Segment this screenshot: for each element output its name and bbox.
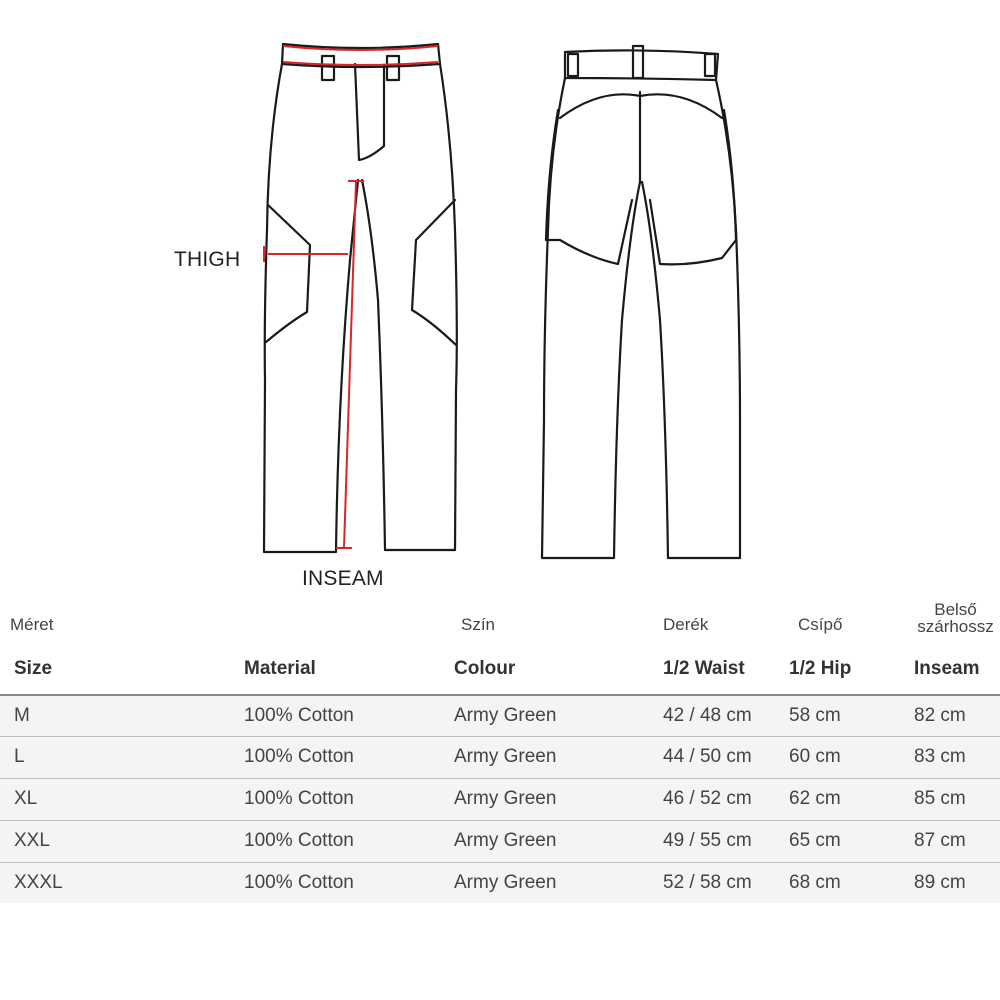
cell-hip: 62 cm (789, 788, 841, 809)
cell-colour: Army Green (454, 746, 557, 767)
table-row (0, 820, 1000, 863)
cell-inseam: 87 cm (914, 830, 966, 851)
inseam-measure-line (344, 181, 356, 548)
cell-hip: 68 cm (789, 872, 841, 893)
cell-waist: 44 / 50 cm (663, 746, 752, 767)
table-row (0, 694, 1000, 738)
cell-hip: 60 cm (789, 746, 841, 767)
size-table (0, 598, 1000, 903)
cell-waist: 49 / 55 cm (663, 830, 752, 851)
cell-material: 100% Cotton (244, 830, 354, 851)
cell-material: 100% Cotton (244, 788, 354, 809)
cell-colour: Army Green (454, 872, 557, 893)
cell-colour: Army Green (454, 705, 557, 726)
front-pants-outline (264, 44, 457, 552)
header-hu-waist: Derék (663, 615, 709, 634)
header-colour: Colour (454, 658, 516, 679)
table-row (0, 778, 1000, 821)
back-pants-outline (542, 46, 740, 558)
cell-inseam: 85 cm (914, 788, 966, 809)
cell-size: XXXL (14, 872, 63, 893)
cell-size: XXL (14, 830, 50, 851)
header-material: Material (244, 658, 316, 679)
header-waist: 1/2 Waist (663, 658, 745, 679)
cell-material: 100% Cotton (244, 872, 354, 893)
header-inseam: Inseam (914, 658, 980, 679)
cell-inseam: 89 cm (914, 872, 966, 893)
header-hu-colour: Szín (461, 615, 496, 634)
cell-inseam: 82 cm (914, 705, 966, 726)
header-hip: 1/2 Hip (789, 658, 852, 679)
header-hu-hip: Csípő (798, 615, 843, 634)
inseam-label: INSEAM (302, 567, 384, 590)
cell-hip: 65 cm (789, 830, 841, 851)
cell-colour: Army Green (454, 788, 557, 809)
cell-hip: 58 cm (789, 705, 841, 726)
cell-waist: 46 / 52 cm (663, 788, 752, 809)
cell-waist: 52 / 58 cm (663, 872, 752, 893)
cell-material: 100% Cotton (244, 746, 354, 767)
table-row (0, 862, 1000, 903)
cell-size: L (14, 746, 25, 767)
table-row (0, 736, 1000, 779)
cell-inseam: 83 cm (914, 746, 966, 767)
header-hu-inseam: Belső szárhossz (917, 600, 994, 636)
header-size: Size (14, 658, 53, 679)
header-hu-size: Méret (10, 615, 54, 634)
cell-waist: 42 / 48 cm (663, 705, 752, 726)
cell-colour: Army Green (454, 830, 557, 851)
cell-material: 100% Cotton (244, 705, 354, 726)
cell-size: XL (14, 788, 38, 809)
cell-size: M (14, 705, 30, 726)
thigh-label: THIGH (174, 248, 241, 271)
